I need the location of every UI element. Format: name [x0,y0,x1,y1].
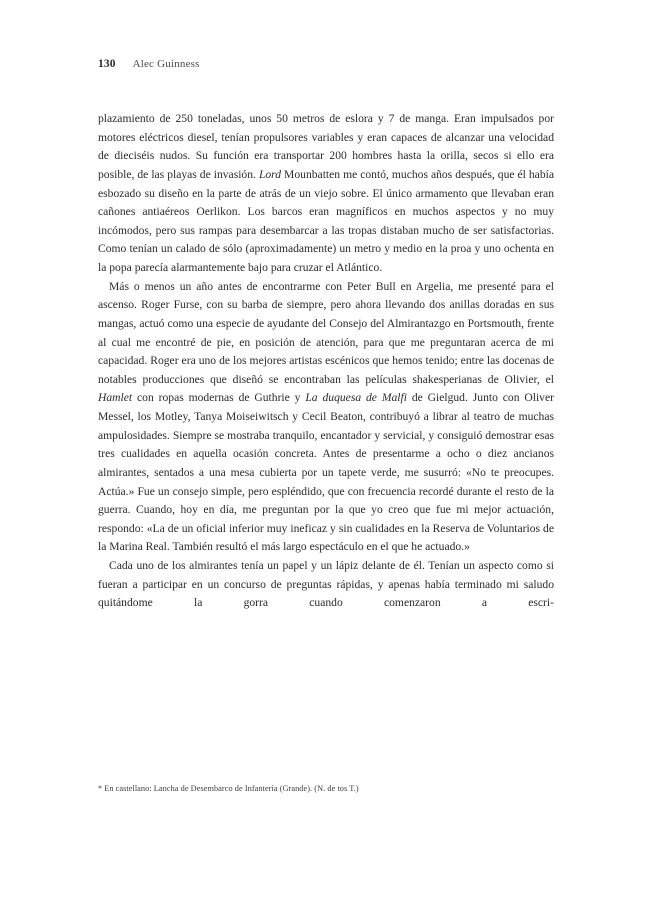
italic-hamlet: Hamlet [98,391,133,405]
running-head-title: Alec Guinness [132,58,200,70]
footnote [98,783,554,795]
italic-lord: Lord [258,167,282,181]
paragraph-3 [98,557,554,613]
paragraph-2-seg-5: de Gielgud. Junto con Oliver Messel, los Motley, Tanya Moiseiwitsch y Cecil Beaton, contribuyó a librar al teatro de muchas ampulosidades. Siempre se mostraba tranquilo, encantador y servicial, y consiguió demostrar esas tres cualidades en aquella ocasión concreta. Antes de presentarme a ocho o diez ancianos almirantes, sentados a una mesa cubierta por un tapete verde, me susurró: «No te preocupes. Actúa.» Fue un consejo simple, pero espléndido, que con frecuencia recordé durante el resto de la guerra. Cuando, hoy en día, me preguntan por la que yo creo que fue mi mejor actuación, respondo: «La de un oficial inferior muy ineficaz y sin cualidades en la Reserva de Voluntarios de la Marina Real. También resultó el más largo espectáculo en el que he actuado.» [98,391,554,554]
paragraph-1-text: plazamiento de 250 toneladas, unos 50 metros de eslora y 7 de manga. Eran impulsados por motores eléctricos diesel, tenían propulsores variables y eran capaces de alcanzar una velocidad de dieciséis nudos. Su función era transportar 200 hombres hasta la orilla, secos si ello era posible, de las playas de invasión. [98,112,554,181]
paragraph-3-text: Cada uno de los almirantes tenía un papel y un lápiz delante de él. Tenían un aspecto como si fueran a participar en un concurso de preguntas rápidas, y apenas había terminado mi saludo quitándome la gorra cuando comenzaron a escri- [98,559,554,610]
paragraph-2 [98,278,554,557]
paragraph-1b-text: Mounbatten me contó, muchos años después, que él había esbozado su diseño en la parte de atrás de un viejo sobre. El único armamento que llevaban eran cañones antiaéreos Oerlikon. Los barcos eran magníficos en muchos aspectos y no muy incómodos, pero sus rampas para desembarcar a las tropas distaban mucho de ser satisfactorias. Como tenían un calado de sólo (aproximadamente) un metro y medio en la proa y uno ochenta en la popa parecía alarmantemente bajo para cruzar el Atlántico. [98,167,554,274]
paragraph-2-seg-3: con ropas modernas de Guthrie y [132,391,306,405]
footnote-text: En castellano: Lancha de Desembarco de Infantería (Grande). (N. de tos T.) [104,784,359,793]
body-text-block [98,110,554,613]
paragraph-continuation [98,110,554,278]
italic-la-duquesa-de-malfi: La duquesa de Malfi [305,391,407,405]
footnote-marker: * [98,784,103,793]
running-head [98,58,554,70]
paragraph-2-seg-1: Más o menos un año antes de encontrarme con Peter Bull en Argelia, me presenté para el ascenso. Roger Furse, con su barba de siempre, pero ahora llevando dos anillas doradas en sus mangas, actuó como una especie de ayudante del Consejo del Almirantazgo en Portsmouth, frente al cual me encontré de pie, en posición de atención, para que me preguntaran acerca de mi capacidad. Roger era uno de los mejores artistas escénicos que hemos tenido; entre las docenas de notables producciones que diseñó se encontraban las películas shakesperianas de Olivier, el [98,279,554,386]
page-folio: 130 [98,58,116,70]
